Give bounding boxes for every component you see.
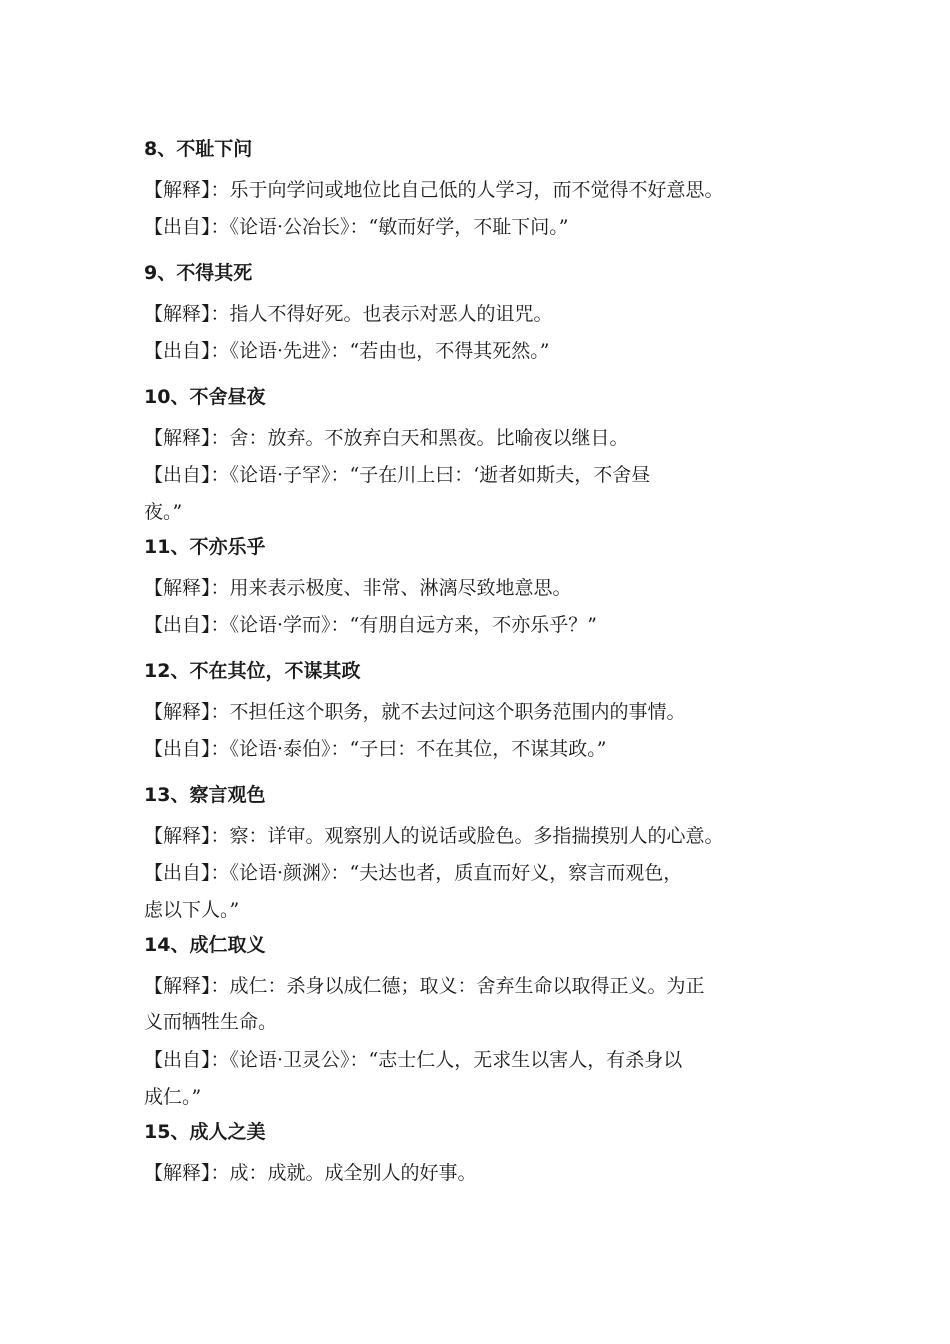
source-text: 《论语·颜渊》：“夫达也者，质直而好义，察言而观色， [229, 862, 683, 884]
source-label: 【出自】： [144, 216, 230, 238]
entry-title: 11、不亦乐乎 [144, 536, 266, 558]
explanation-text: 用来表示极度、非常、淋漓尽致地意思。 [229, 577, 572, 599]
document-page [144, 135, 809, 1192]
explanation-line [144, 420, 809, 457]
source-line-continued: 夜。” [144, 501, 183, 523]
entry-title: 10、不舍昼夜 [144, 386, 266, 408]
explanation-label: 【解释】： [144, 179, 230, 201]
explanation-line [144, 818, 809, 855]
entry-title: 15、成人之美 [144, 1121, 266, 1143]
explanation-text: 成：成就。成全别人的好事。 [229, 1162, 477, 1184]
source-text: 《论语·泰伯》：“子曰：不在其位，不谋其政。” [229, 738, 607, 760]
idiom-entry-8 [144, 135, 809, 246]
explanation-text: 察：详审。观察别人的说话或脸色。多指揣摸别人的心意。 [229, 825, 724, 847]
source-label: 【出自】： [144, 614, 230, 636]
explanation-text: 乐于向学问或地位比自己低的人学习，而不觉得不好意思。 [229, 179, 724, 201]
explanation-line [144, 694, 809, 731]
explanation-text: 成仁：杀身以成仁德；取义：舍弃生命以取得正义。为正 [229, 975, 705, 997]
explanation-label: 【解释】： [144, 577, 230, 599]
explanation-line-continued: 义而牺牲生命。 [144, 1011, 278, 1033]
source-line-continued: 虑以下人。” [144, 899, 240, 921]
source-text: 《论语·子罕》：“子在川上曰：‘逝者如斯夫，不舍昼 [229, 464, 651, 486]
source-label: 【出自】： [144, 340, 230, 362]
idiom-entry-10 [144, 383, 809, 531]
entry-title: 8、不耻下问 [144, 138, 253, 160]
explanation-text: 舍：放弃。不放弃白天和黑夜。比喻夜以继日。 [229, 427, 629, 449]
explanation-label: 【解释】： [144, 701, 230, 723]
idiom-entry-12 [144, 657, 809, 768]
source-line-continued: 成仁。” [144, 1086, 202, 1108]
source-line [144, 731, 809, 768]
explanation-line [144, 172, 809, 209]
source-line [144, 1042, 809, 1079]
source-line [144, 855, 809, 892]
source-text: 《论语·先进》：“若由也，不得其死然。” [229, 340, 550, 362]
explanation-label: 【解释】： [144, 427, 230, 449]
source-text: 《论语·学而》：“有朋自远方来，不亦乐乎？” [229, 614, 597, 636]
source-text: 《论语·公冶长》：“敏而好学，不耻下问。” [229, 216, 569, 238]
entry-title: 12、不在其位，不谋其政 [144, 660, 361, 682]
idiom-entry-9 [144, 259, 809, 370]
source-label: 【出自】： [144, 738, 230, 760]
idiom-entry-14 [144, 931, 809, 1116]
idiom-entry-11 [144, 533, 809, 644]
explanation-text: 不担任这个职务，就不去过问这个职务范围内的事情。 [229, 701, 686, 723]
explanation-label: 【解释】： [144, 1162, 230, 1184]
source-line [144, 209, 809, 246]
source-label: 【出自】： [144, 1049, 230, 1071]
explanation-label: 【解释】： [144, 825, 230, 847]
source-line [144, 333, 809, 370]
explanation-label: 【解释】： [144, 303, 230, 325]
source-text: 《论语·卫灵公》：“志士仁人，无求生以害人，有杀身以 [229, 1049, 683, 1071]
idiom-entry-15 [144, 1118, 809, 1192]
idiom-entry-13 [144, 781, 809, 929]
explanation-label: 【解释】： [144, 975, 230, 997]
entry-title: 14、成仁取义 [144, 934, 266, 956]
source-label: 【出自】： [144, 464, 230, 486]
explanation-line [144, 968, 809, 1005]
explanation-line [144, 296, 809, 333]
source-line [144, 457, 809, 494]
entry-title: 13、察言观色 [144, 784, 266, 806]
explanation-line [144, 1155, 809, 1192]
source-label: 【出自】： [144, 862, 230, 884]
source-line [144, 607, 809, 644]
entry-title: 9、不得其死 [144, 262, 253, 284]
explanation-line [144, 570, 809, 607]
explanation-text: 指人不得好死。也表示对恶人的诅咒。 [229, 303, 553, 325]
